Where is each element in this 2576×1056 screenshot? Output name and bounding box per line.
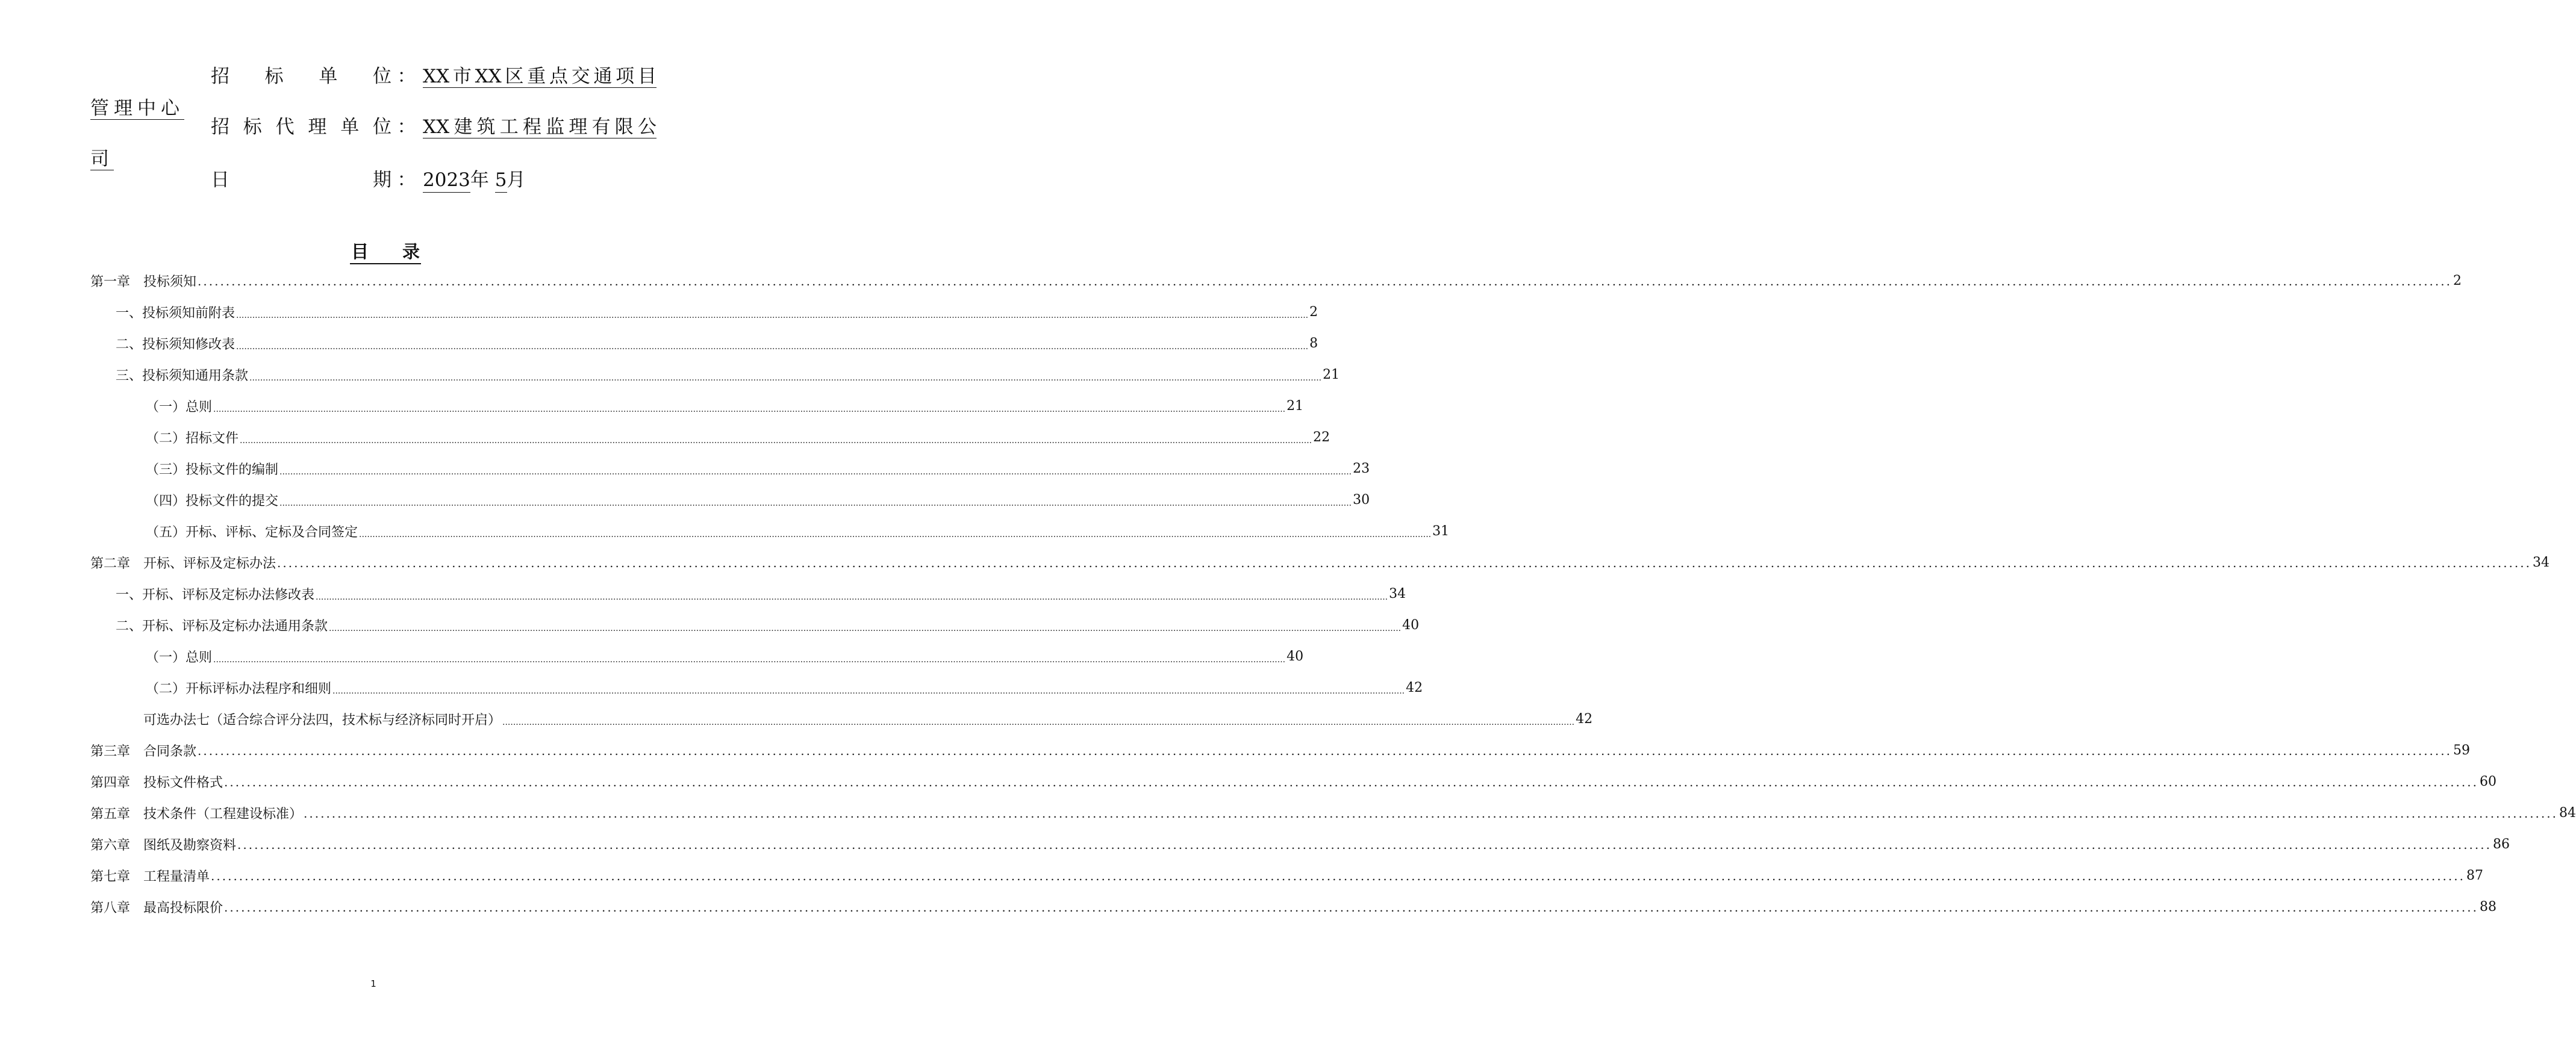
toc-entry-title: 一、开标、评标及定标办法修改表 <box>116 587 315 603</box>
agency-unit-label: 招 标 代 理 单 位 <box>211 116 391 138</box>
toc-entry-page: 8 <box>1309 335 1318 351</box>
toc-entry-page: 2 <box>2453 273 2462 288</box>
table-of-contents <box>90 265 2576 922</box>
toc-entry-title: 第三章 合同条款 <box>90 744 197 759</box>
toc-entry-title: （二）招标文件 <box>146 430 239 446</box>
toc-entry[interactable] <box>90 828 2510 860</box>
toc-entry-title: 第六章 图纸及勘察资料 <box>90 837 237 853</box>
toc-entry[interactable] <box>90 265 2462 296</box>
toc-dot-leader: ................................................................................................................................................................................................................................................................................................................................................................................................................ <box>249 373 1322 383</box>
toc-entry-title: 第四章 投标文件格式 <box>90 775 223 790</box>
toc-entry[interactable] <box>90 296 1318 328</box>
toc-entry-page: 34 <box>2532 554 2549 570</box>
toc-dot-leader: ................................................................................................................................................................................................................................................................................................................................................................................................................ <box>236 342 1309 352</box>
date-colon: ： <box>397 169 416 191</box>
tender-unit-value-continued: 管理中心 <box>90 98 184 119</box>
toc-dot-leader: ................................................................................................................................................................................................................................................................................................................................................................................................................ <box>329 624 1402 633</box>
toc-dot-leader: ................................................................................................................................................................................................................................................................................................................................................................................................................ <box>198 274 2452 288</box>
toc-entry[interactable] <box>90 484 1370 515</box>
toc-entry[interactable] <box>90 860 2483 891</box>
date-month: 5 <box>495 169 507 193</box>
toc-entry-page: 60 <box>2479 774 2496 789</box>
toc-entry-page: 21 <box>1286 398 1304 414</box>
toc-entry[interactable] <box>90 359 1340 390</box>
tender-unit-colon: ： <box>397 66 416 87</box>
agency-unit-value: XX 建 筑 工 程 监 理 有 限 公 <box>423 116 656 138</box>
toc-entry-page: 59 <box>2453 742 2470 758</box>
toc-entry[interactable] <box>90 328 1318 359</box>
toc-entry-title: 第八章 最高投标限价 <box>90 900 223 916</box>
agency-unit-value-continued: 司 <box>90 148 114 170</box>
toc-entry-title: 第一章 投标须知 <box>90 274 197 290</box>
date-label: 日 期 <box>211 169 391 191</box>
agency-unit-colon: ： <box>397 116 416 138</box>
toc-entry-title: （一）总则 <box>146 399 213 415</box>
toc-entry-title: （一）总则 <box>146 650 213 665</box>
tender-unit-value: XX 市 XX 区 重 点 交 通 项 目 <box>423 66 656 87</box>
toc-entry-title: 第二章 开标、评标及定标办法 <box>90 556 276 571</box>
toc-dot-leader: ................................................................................................................................................................................................................................................................................................................................................................................................................ <box>224 900 2478 915</box>
toc-entry[interactable] <box>90 797 2576 828</box>
toc-entry-title: （二）开标评标办法程序和细则 <box>146 681 332 697</box>
toc-entry[interactable] <box>90 735 2470 766</box>
toc-entry-page: 23 <box>1353 461 1370 476</box>
toc-dot-leader: ................................................................................................................................................................................................................................................................................................................................................................................................................ <box>502 718 1575 727</box>
toc-entry-page: 42 <box>1406 680 1423 695</box>
toc-entry[interactable] <box>90 515 1450 547</box>
tender-unit-label: 招 标 单 位 <box>211 66 391 87</box>
toc-entry[interactable] <box>90 547 2549 578</box>
toc-dot-leader: ................................................................................................................................................................................................................................................................................................................................................................................................................ <box>236 311 1309 320</box>
date-value: 2023年 5月 <box>423 171 526 190</box>
toc-dot-leader: ................................................................................................................................................................................................................................................................................................................................................................................................................ <box>240 436 1312 446</box>
toc-entry-title: （五）开标、评标、定标及合同签定 <box>146 524 358 540</box>
toc-entry-title: 二、开标、评标及定标办法通用条款 <box>116 618 328 634</box>
toc-dot-leader: ................................................................................................................................................................................................................................................................................................................................................................................................................ <box>277 556 2531 570</box>
toc-title: 目 录 <box>0 238 747 263</box>
toc-entry[interactable] <box>90 641 1304 672</box>
toc-dot-leader: ................................................................................................................................................................................................................................................................................................................................................................................................................ <box>304 806 2558 821</box>
toc-dot-leader: ................................................................................................................................................................................................................................................................................................................................................................................................................ <box>213 655 1286 665</box>
toc-entry-title: 第七章 工程量清单 <box>90 869 210 884</box>
toc-dot-leader: ................................................................................................................................................................................................................................................................................................................................................................................................................ <box>213 405 1286 414</box>
toc-entry[interactable] <box>90 703 1593 735</box>
page-number: 1 <box>370 978 376 989</box>
toc-dot-leader: ................................................................................................................................................................................................................................................................................................................................................................................................................ <box>198 744 2452 758</box>
toc-entry[interactable] <box>90 672 1423 703</box>
toc-entry-page: 21 <box>1323 367 1340 382</box>
toc-entry-page: 40 <box>1402 617 1420 633</box>
toc-dot-leader: ................................................................................................................................................................................................................................................................................................................................................................................................................ <box>237 837 2492 852</box>
toc-dot-leader: ................................................................................................................................................................................................................................................................................................................................................................................................................ <box>316 592 1388 602</box>
toc-entry-page: 87 <box>2466 868 2483 883</box>
toc-entry[interactable] <box>90 421 1330 453</box>
toc-entry-title: 可选办法七（适合综合评分法四，技术标与经济标同时开启） <box>143 712 502 728</box>
date-year: 2023 <box>423 169 470 193</box>
toc-entry-page: 34 <box>1389 586 1406 601</box>
toc-entry-page: 2 <box>1309 304 1318 320</box>
toc-entry[interactable] <box>90 766 2496 797</box>
toc-entry-page: 42 <box>1576 711 1593 727</box>
toc-entry[interactable] <box>90 609 1420 641</box>
toc-entry[interactable] <box>90 453 1370 484</box>
toc-entry-title: 三、投标须知通用条款 <box>116 368 249 384</box>
toc-dot-leader: ................................................................................................................................................................................................................................................................................................................................................................................................................ <box>211 869 2465 883</box>
toc-entry-page: 31 <box>1432 523 1450 539</box>
toc-entry-title: （四）投标文件的提交 <box>146 493 279 509</box>
toc-entry-page: 86 <box>2492 836 2510 852</box>
toc-dot-leader: ................................................................................................................................................................................................................................................................................................................................................................................................................ <box>359 530 1432 539</box>
toc-dot-leader: ................................................................................................................................................................................................................................................................................................................................................................................................................ <box>332 686 1405 696</box>
toc-entry-title: 一、投标须知前附表 <box>116 305 235 321</box>
toc-entry[interactable] <box>90 390 1304 421</box>
toc-entry-title: 二、投标须知修改表 <box>116 337 235 352</box>
toc-entry[interactable] <box>90 578 1406 609</box>
toc-entry-title: 第五章 技术条件（工程建设标准） <box>90 806 303 822</box>
toc-entry-title: （三）投标文件的编制 <box>146 462 279 477</box>
toc-entry-page: 40 <box>1286 648 1304 664</box>
toc-entry-page: 22 <box>1313 429 1330 445</box>
toc-entry-page: 30 <box>1353 492 1370 508</box>
toc-dot-leader: ................................................................................................................................................................................................................................................................................................................................................................................................................ <box>279 498 1352 508</box>
toc-entry-page: 88 <box>2479 899 2496 915</box>
toc-entry-page: 84 <box>2559 805 2576 821</box>
toc-dot-leader: ................................................................................................................................................................................................................................................................................................................................................................................................................ <box>224 775 2478 789</box>
toc-dot-leader: ................................................................................................................................................................................................................................................................................................................................................................................................................ <box>279 467 1352 477</box>
toc-entry[interactable] <box>90 891 2496 922</box>
